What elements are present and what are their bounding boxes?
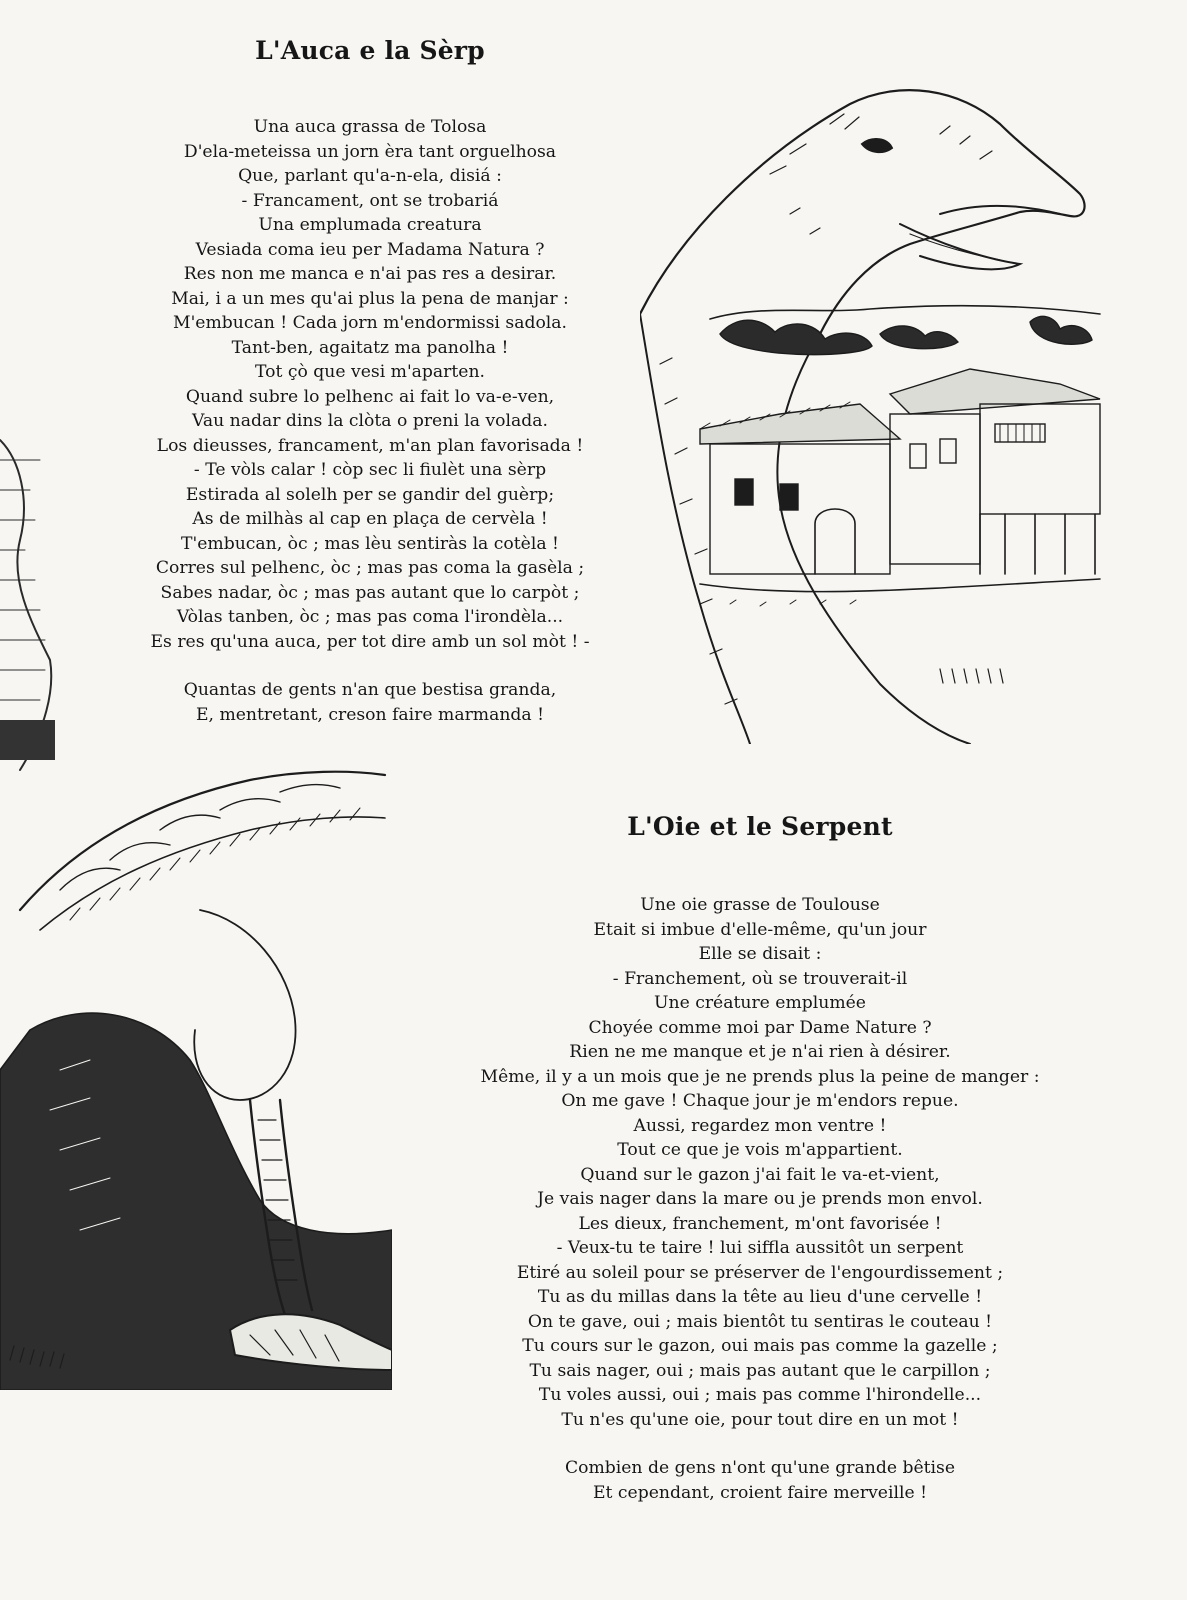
poem-line: - Francament, ont se trobariá [241, 190, 499, 211]
poem-line: Même, il y a un mois que je ne prends plus la peine de manger : [480, 1066, 1040, 1087]
poem-moral-french [440, 1456, 1080, 1505]
poem-line: D'ela-meteissa un jorn èra tant orguelhosa [183, 141, 557, 162]
poem-line: Choyée comme moi par Dame Nature ? [588, 1017, 932, 1038]
goose-head-village-illustration [640, 84, 1110, 744]
poem-line: E, mentretant, creson faire marmanda ! [195, 704, 545, 725]
poem-line: Tu sais nager, oui ; mais pas autant que le carpillon ; [529, 1360, 991, 1381]
poem-line: Una auca grassa de Tolosa [253, 117, 487, 137]
poem-line: - Franchement, où se trouverait-il [612, 968, 908, 989]
poem-line: M'embucan ! Cada jorn m'endormissi sadola. [172, 313, 568, 333]
goose-body-feet-illustration [0, 770, 392, 1390]
poem-line: Une oie grasse de Toulouse [640, 895, 880, 915]
poem-line: Estirada al solelh per se gandir del guèrp; [185, 484, 555, 505]
poem-line: Je vais nager dans la mare ou je prends mon envol. [537, 1189, 983, 1209]
poem-line: Etiré au soleil pour se préserver de l'engourdissement ; [516, 1262, 1004, 1283]
poem-stanza-occitan [70, 115, 670, 654]
poem-line: Tant-ben, agaitatz ma panolha ! [231, 337, 509, 358]
poem-line: Res non me manca e n'ai pas res a desirar. [183, 264, 557, 284]
poem-line: Mai, i a un mes qu'ai plus la pena de manjar : [171, 288, 569, 309]
poem-occitan [70, 36, 670, 727]
poem-moral-occitan [70, 678, 670, 727]
left-edge-drawing-fragment [0, 400, 60, 780]
poem-line: Elle se disait : [698, 944, 822, 964]
poem-line: Los dieusses, francament, m'an plan favorisada ! [156, 435, 584, 456]
poem-line: Etait si imbue d'elle-même, qu'un jour [593, 919, 927, 940]
poem-line: - Te vòls calar ! còp sec li fiulèt una sèrp [193, 460, 547, 480]
poem-line: Vòlas tanben, òc ; mas pas coma l'irondèla... [176, 607, 564, 627]
poem-title-occitan: L'Auca e la Sèrp [255, 36, 485, 65]
poem-line: Aussi, regardez mon ventre ! [633, 1115, 887, 1136]
poem-title-french: L'Oie et le Serpent [627, 812, 893, 841]
poem-stanza-french [440, 893, 1080, 1432]
poem-line: Quand subre lo pelhenc ai fait lo va-e-ven, [185, 386, 555, 407]
poem-line: Les dieux, franchement, m'ont favorisée ! [578, 1213, 942, 1234]
poem-line: Rien ne me manque et je n'ai rien à désirer. [569, 1042, 951, 1062]
poem-line: Sabes nadar, òc ; mas pas autant que lo carpòt ; [160, 582, 580, 603]
poem-line: Tu voles aussi, oui ; mais pas comme l'hirondelle... [538, 1385, 982, 1405]
poem-line: Quand sur le gazon j'ai fait le va-et-vient, [580, 1164, 940, 1185]
poem-line: On me gave ! Chaque jour je m'endors repue. [561, 1091, 959, 1111]
poem-line: Una emplumada creatura [258, 215, 482, 235]
poem-line: Tu n'es qu'une oie, pour tout dire en un mot ! [561, 1409, 959, 1430]
poem-line: On te gave, oui ; mais bientôt tu sentiras le couteau ! [527, 1311, 993, 1332]
poem-line: Tout ce que je vois m'appartient. [617, 1140, 903, 1160]
poem-french [440, 812, 1080, 1505]
poem-line: T'embucan, òc ; mas lèu sentiràs la cotèla ! [181, 533, 559, 554]
poem-line: Vesiada coma ieu per Madama Natura ? [195, 239, 545, 260]
poem-line: Corres sul pelhenc, òc ; mas pas coma la gasèla ; [155, 558, 585, 578]
poem-line: As de milhàs al cap en plaça de cervèla ! [192, 509, 548, 529]
poem-line: Une créature emplumée [654, 993, 866, 1013]
poem-line: Tot çò que vesi m'aparten. [255, 362, 485, 382]
poem-line: Combien de gens n'ont qu'une grande bêtise [564, 1458, 956, 1478]
poem-line: Tu cours sur le gazon, oui mais pas comme la gazelle ; [522, 1336, 998, 1356]
poem-line: - Veux-tu te taire ! lui siffla aussitôt un serpent [556, 1238, 964, 1258]
poem-line: Quantas de gents n'an que bestisa granda, [183, 680, 557, 700]
poem-line: Tu as du millas dans la tête au lieu d'une cervelle ! [537, 1287, 983, 1307]
poem-line: Es res qu'una auca, per tot dire amb un sol mòt ! - [150, 631, 590, 652]
poem-line: Et cependant, croient faire merveille ! [593, 1482, 927, 1503]
poem-line: Vau nadar dins la clòta o preni la volada. [192, 411, 548, 431]
poem-line: Que, parlant qu'a-n-ela, disiá : [238, 166, 502, 186]
